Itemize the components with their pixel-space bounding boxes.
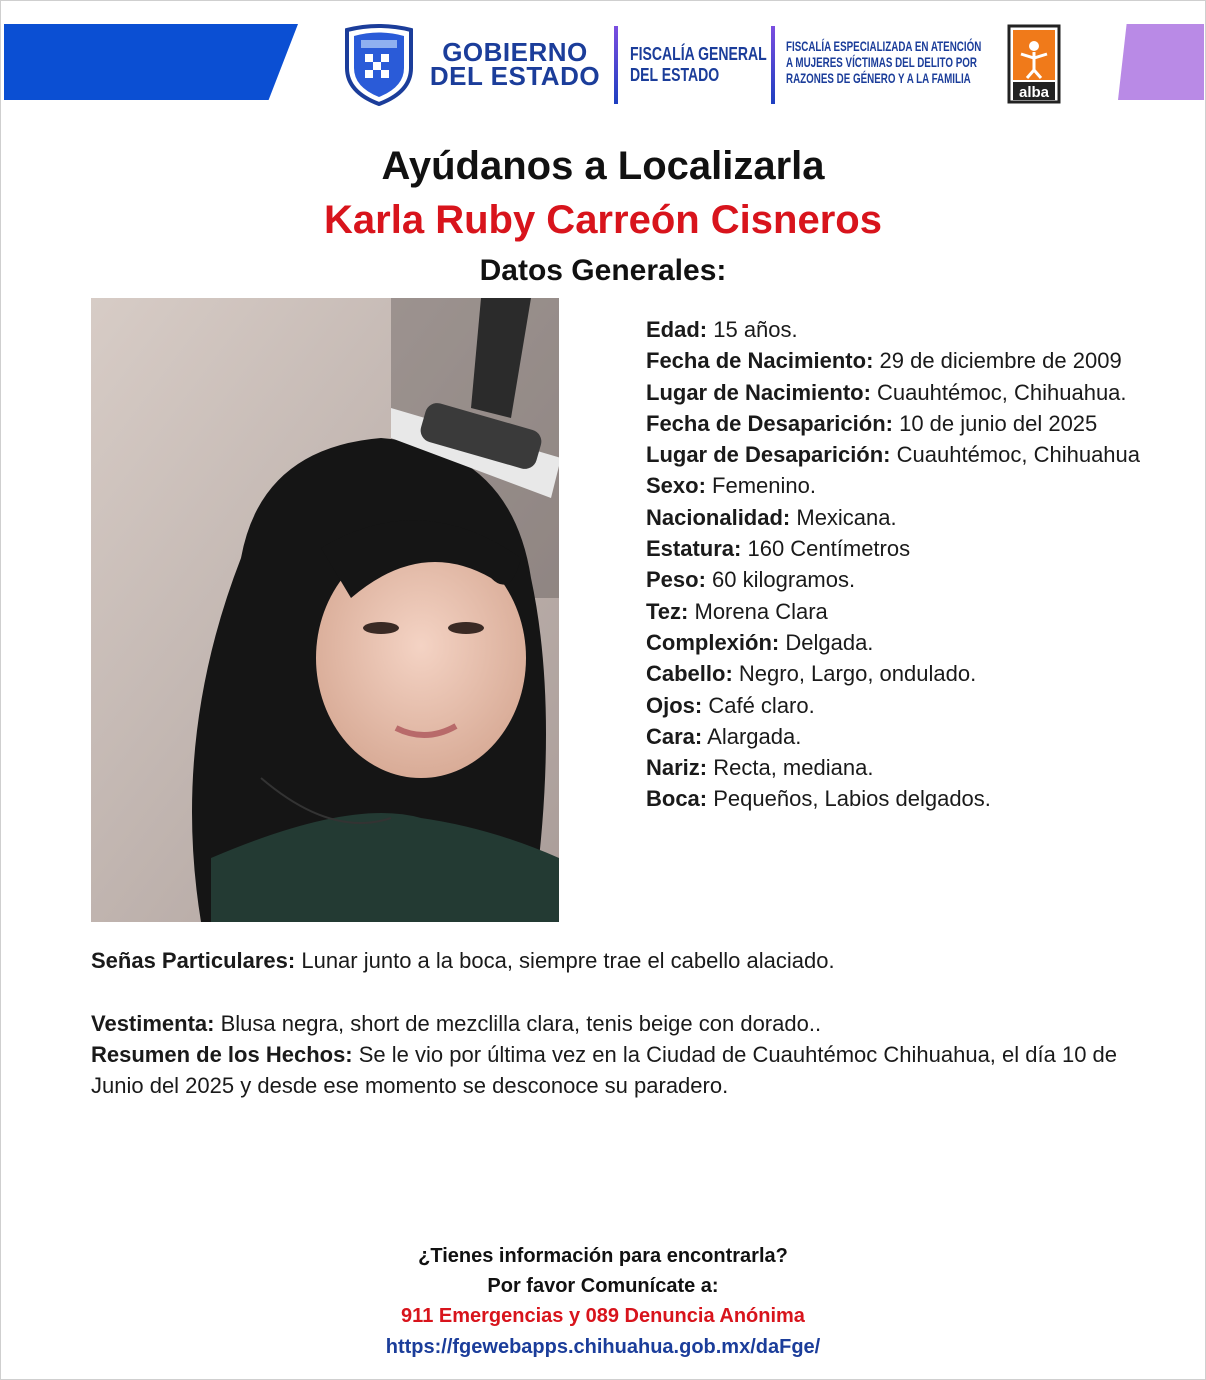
state-shield-logo	[343, 24, 415, 106]
detail-label: Peso:	[646, 567, 706, 593]
footer-url-link[interactable]: https://fgewebapps.chihuahua.gob.mx/daFge/	[385, 1336, 821, 1358]
detail-label: Estatura:	[646, 536, 742, 562]
page-title: Ayúdanos a Localizarla	[381, 144, 825, 188]
section-heading: Datos Generales:	[479, 254, 727, 287]
detail-value: Morena Clara	[688, 598, 828, 624]
alba-label: alba	[1018, 84, 1050, 101]
detail-value: 29 de diciembre de 2009	[873, 348, 1122, 374]
resumen-label: Resumen de los Hechos:	[91, 1042, 353, 1067]
detail-label: Lugar de Desaparición:	[646, 442, 891, 468]
resumen-hechos	[91, 1039, 1151, 1102]
header-divider	[771, 26, 775, 104]
detail-value: Alargada.	[702, 723, 802, 749]
detail-row	[646, 345, 1146, 376]
resumen-value: Se le vio por última vez en la Ciudad de Cuauhtémoc Chihuahua, el día 10 de Junio del 2025 y desde ese momento se desconoce su paradero.	[91, 1042, 1118, 1099]
fge-line-2: DEL ESTADO	[630, 65, 720, 85]
gov-line-2: DEL ESTADO	[429, 61, 601, 91]
fem-line-3: RAZONES DE GÉNERO Y A LA FAMILIA	[786, 70, 971, 86]
missing-person-photo	[91, 298, 559, 922]
detail-label: Cabello:	[646, 661, 733, 687]
detail-label: Nariz:	[646, 755, 708, 781]
senas-label: Señas Particulares:	[91, 948, 296, 973]
detail-value: Pequeños, Labios delgados.	[707, 786, 991, 812]
detail-row	[646, 658, 1146, 689]
footer-contact: Por favor Comunícate a:	[487, 1275, 719, 1297]
detail-label: Sexo:	[646, 473, 706, 499]
detail-row	[646, 721, 1146, 752]
detail-value: Mexicana.	[790, 504, 897, 530]
detail-value: Delgada.	[779, 629, 874, 655]
detail-value: 160 Centímetros	[741, 536, 911, 562]
detail-label: Fecha de Desaparición:	[646, 410, 893, 436]
detail-row	[646, 752, 1146, 783]
detail-label: Complexión:	[646, 629, 780, 655]
detail-row	[646, 408, 1146, 439]
senas-particulares	[91, 945, 1151, 976]
detail-row	[646, 533, 1146, 564]
detail-value: Femenino.	[705, 473, 816, 499]
detail-row	[646, 596, 1146, 627]
gobierno-del-estado-wordmark	[424, 37, 606, 91]
detail-value: 15 años.	[707, 317, 798, 342]
fem-line-2: A MUJERES VÍCTIMAS DEL DELITO POR	[786, 54, 977, 70]
vestimenta-value: Blusa negra, short de mezclilla clara, tenis beige con dorado..	[214, 1011, 822, 1036]
detail-row	[646, 564, 1146, 595]
detail-row	[646, 439, 1146, 470]
detail-value: Cuauhtémoc, Chihuahua.	[870, 379, 1127, 405]
detail-value: Café claro.	[702, 692, 815, 718]
detail-row	[646, 377, 1146, 408]
detail-label: Tez:	[646, 598, 689, 624]
alba-protocol-logo	[1007, 24, 1061, 104]
detail-label: Edad:	[646, 317, 708, 342]
detail-row	[646, 690, 1146, 721]
detail-label: Cara:	[646, 723, 703, 749]
detail-row	[646, 783, 1146, 814]
detail-value: Recta, mediana.	[707, 755, 874, 781]
detail-label: Ojos:	[646, 692, 703, 718]
detail-value: Cuauhtémoc, Chihuahua	[890, 442, 1141, 468]
senas-value: Lunar junto a la boca, siempre trae el cabello alaciado.	[295, 948, 835, 973]
detail-label: Boca:	[646, 786, 708, 812]
detail-value: Negro, Largo, ondulado.	[732, 661, 977, 687]
fiscalia-general-wordmark	[630, 44, 767, 86]
vestimenta-label: Vestimenta:	[91, 1011, 215, 1036]
detail-label: Nacionalidad:	[646, 504, 791, 530]
gov-line-1: GOBIERNO	[442, 37, 588, 67]
footer-phones: 911 Emergencias y 089 Denuncia Anónima	[401, 1305, 805, 1327]
header-divider	[614, 26, 618, 104]
vestimenta	[91, 1008, 1151, 1039]
details-list	[646, 314, 1146, 815]
footer-question: ¿Tienes información para encontrarla?	[418, 1245, 788, 1267]
header-violet-band	[1118, 24, 1204, 100]
fge-line-1: FISCALÍA GENERAL	[630, 44, 767, 64]
detail-row	[646, 502, 1146, 533]
fem-line-1: FISCALÍA ESPECIALIZADA EN ATENCIÓN	[786, 38, 982, 54]
detail-value: 60 kilogramos.	[705, 567, 856, 593]
missing-person-name: Karla Ruby Carreón Cisneros	[324, 198, 882, 242]
detail-label: Lugar de Nacimiento:	[646, 379, 871, 405]
detail-row	[646, 470, 1146, 501]
fiscalia-especializada-wordmark	[786, 38, 982, 86]
detail-row	[646, 314, 1146, 345]
detail-row	[646, 627, 1146, 658]
detail-label: Fecha de Nacimiento:	[646, 348, 874, 374]
header-blue-band	[4, 24, 298, 100]
detail-value: 10 de junio del 2025	[892, 410, 1098, 436]
